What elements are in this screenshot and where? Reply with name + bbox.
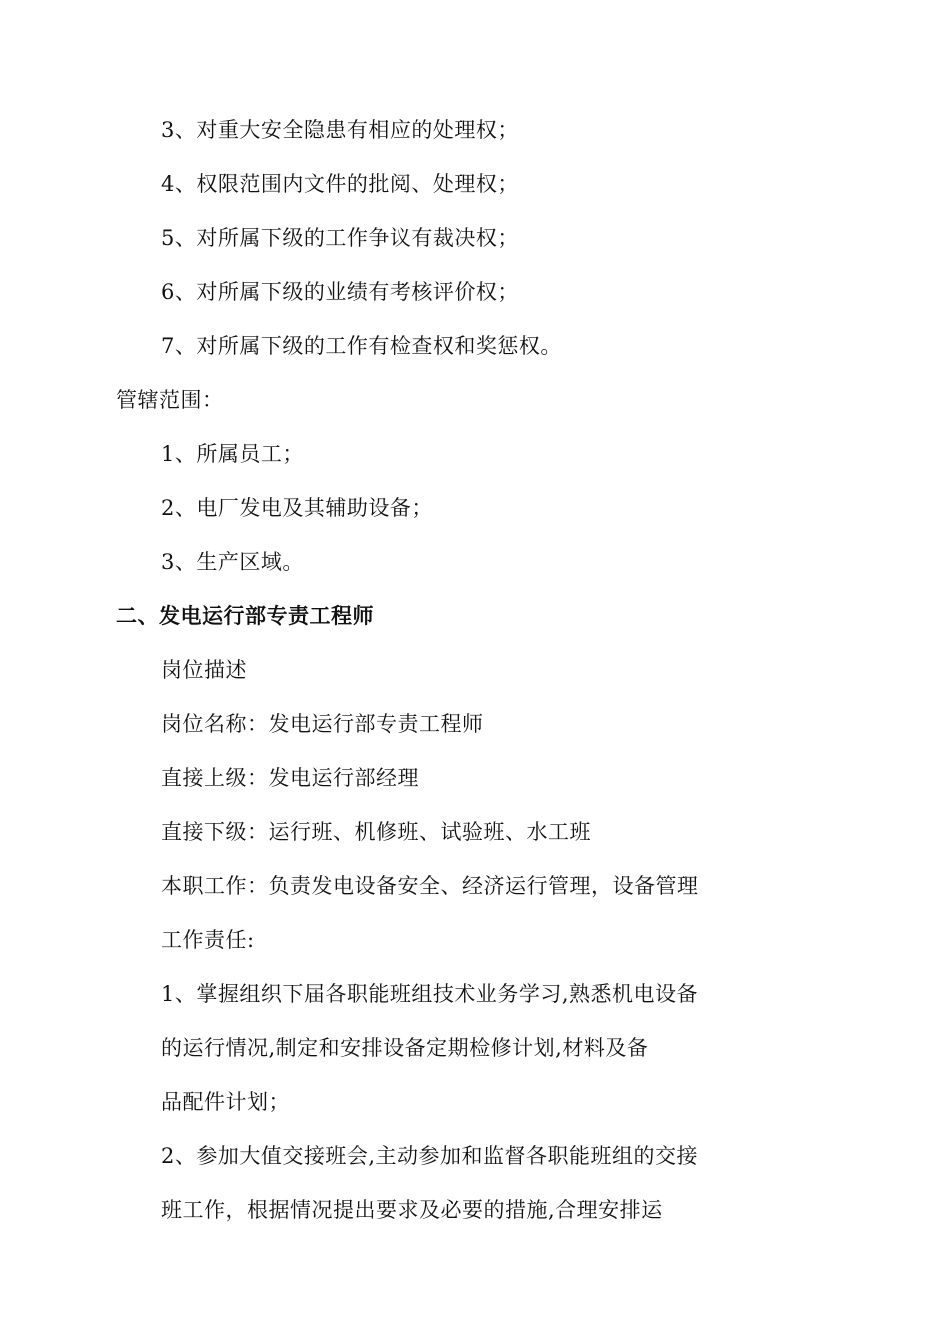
authority-item-5: 5、对所属下级的工作争议有裁决权； [161,226,519,250]
authority-item-4: 4、权限范围内文件的批阅、处理权； [161,172,519,196]
direct-subordinates-line: 直接下级：运行班、机修班、试验班、水工班 [161,820,591,844]
main-duty-line: 本职工作：负责发电设备安全、经济运行管理，设备管理 [161,874,699,898]
direct-superior-line: 直接上级：发电运行部经理 [161,766,419,790]
section-heading: 二、发电运行部专责工程师 [116,604,374,628]
responsibility-1-line-3: 品配件计划； [161,1090,290,1114]
responsibility-2-line-1: 2、参加大值交接班会,主动参加和监督各职能班组的交接 [161,1144,699,1168]
responsibility-1-line-2: 的运行情况,制定和安排设备定期检修计划,材料及备 [161,1036,649,1060]
jurisdiction-item-2: 2、电厂发电及其辅助设备； [161,496,433,520]
authority-item-6: 6、对所属下级的业绩有考核评价权； [161,280,519,304]
responsibility-2-line-2: 班工作，根据情况提出要求及必要的措施,合理安排运 [161,1198,663,1222]
authority-item-7: 7、对所属下级的工作有检查权和奖惩权。 [161,334,562,358]
jurisdiction-item-1: 1、所属员工； [161,442,304,466]
responsibility-1-line-1: 1、掌握组织下届各职能班组技术业务学习,熟悉机电设备 [161,982,699,1006]
authority-item-3: 3、对重大安全隐患有相应的处理权； [161,118,519,142]
jurisdiction-label: 管辖范围： [116,388,224,412]
responsibilities-label: 工作责任: [161,928,255,952]
jurisdiction-item-3: 3、生产区域。 [161,550,304,574]
job-description-label: 岗位描述 [161,658,247,682]
job-title-line: 岗位名称：发电运行部专责工程师 [161,712,484,736]
